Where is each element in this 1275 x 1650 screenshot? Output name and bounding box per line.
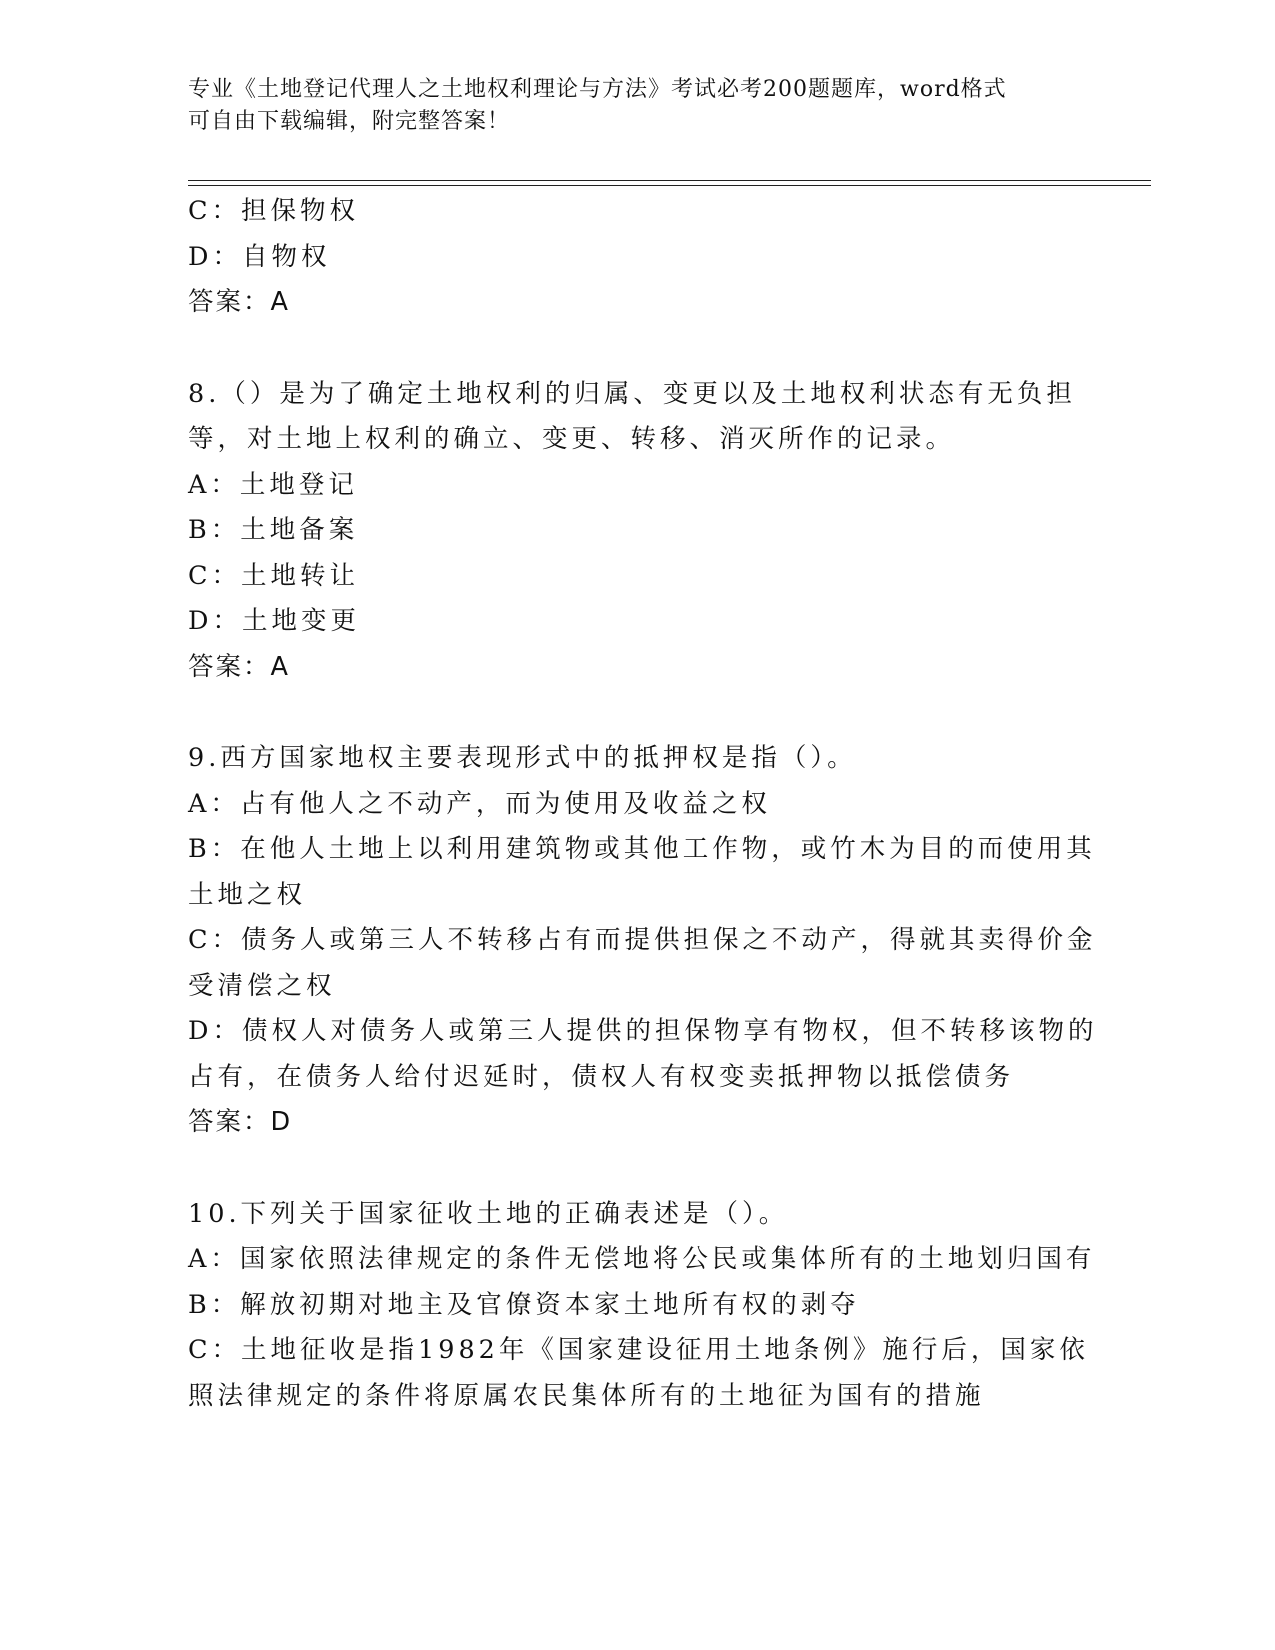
q10-option-b: B：解放初期对地主及官僚资本家土地所有权的剥夺 (188, 1289, 860, 1320)
header-title-line-2: 可自由下载编辑，附完整答案！ (188, 109, 511, 134)
q9-option-a: A：占有他人之不动产，而为使用及收益之权 (188, 788, 771, 819)
q7-answer: 答案：A (188, 287, 290, 317)
q8-option-c: C：土地转让 (188, 560, 360, 591)
spacer (188, 1146, 1088, 1192)
q10-option-a: A：国家依照法律规定的条件无偿地将公民或集体所有的土地划归国有 (188, 1244, 1096, 1274)
q8-option-d: D：土地变更 (188, 606, 360, 636)
q8-option-b: B：土地备案 (188, 515, 359, 545)
spacer (188, 326, 1088, 372)
q7-option-d: D：自物权 (188, 241, 331, 272)
q9-option-d-line-1: D：债权人对债务人或第三人提供的担保物享有物权，但不转移该物的 (188, 1016, 1098, 1046)
question-7 (188, 189, 1088, 326)
document-header (188, 74, 1068, 138)
header-divider (188, 180, 1151, 186)
q9-stem: 9.西方国家地权主要表现形式中的抵押权是指（）。 (188, 743, 857, 773)
q8-answer: 答案：A (188, 651, 290, 682)
q9-answer: 答案：D (188, 1107, 293, 1137)
document-body (188, 189, 1098, 1419)
spacer (188, 690, 1088, 736)
q9-option-c-line-2: 受清偿之权 (188, 970, 336, 1001)
q9-option-b-line-2: 土地之权 (188, 879, 307, 910)
q8-option-a: A：土地登记 (188, 469, 358, 500)
q9-option-c-line-1: C：债务人或第三人不转移占有而提供担保之不动产，得就其卖得价金 (188, 925, 1097, 955)
q8-stem-line-2: 等，对土地上权利的确立、变更、转移、消灭所作的记录。 (188, 424, 956, 454)
question-8 (188, 372, 1088, 691)
q10-stem: 10.下列关于国家征收土地的正确表述是（）。 (188, 1198, 789, 1229)
q9-option-b-line-1: B：在他人土地上以利用建筑物或其他工作物，或竹木为目的而使用其 (188, 834, 1096, 864)
q10-option-c-line-2: 照法律规定的条件将原属农民集体所有的土地征为国有的措施 (188, 1380, 985, 1411)
header-title-line-1: 专业《土地登记代理人之土地权利理论与方法》考试必考200题题库，word格式 (188, 77, 1007, 102)
question-10 (188, 1192, 1096, 1420)
q7-option-c: C：担保物权 (188, 196, 360, 226)
q10-option-c-line-1: C：土地征收是指1982年《国家建设征用土地条例》施行后，国家依 (188, 1335, 1089, 1365)
q9-option-d-line-2: 占有，在债务人给付迟延时，债权人有权变卖抵押物以抵偿债务 (188, 1061, 1015, 1092)
question-9 (188, 736, 1098, 1146)
q8-stem-line-1: 8.（）是为了确定土地权利的归属、变更以及土地权利状态有无负担 (188, 378, 1076, 409)
